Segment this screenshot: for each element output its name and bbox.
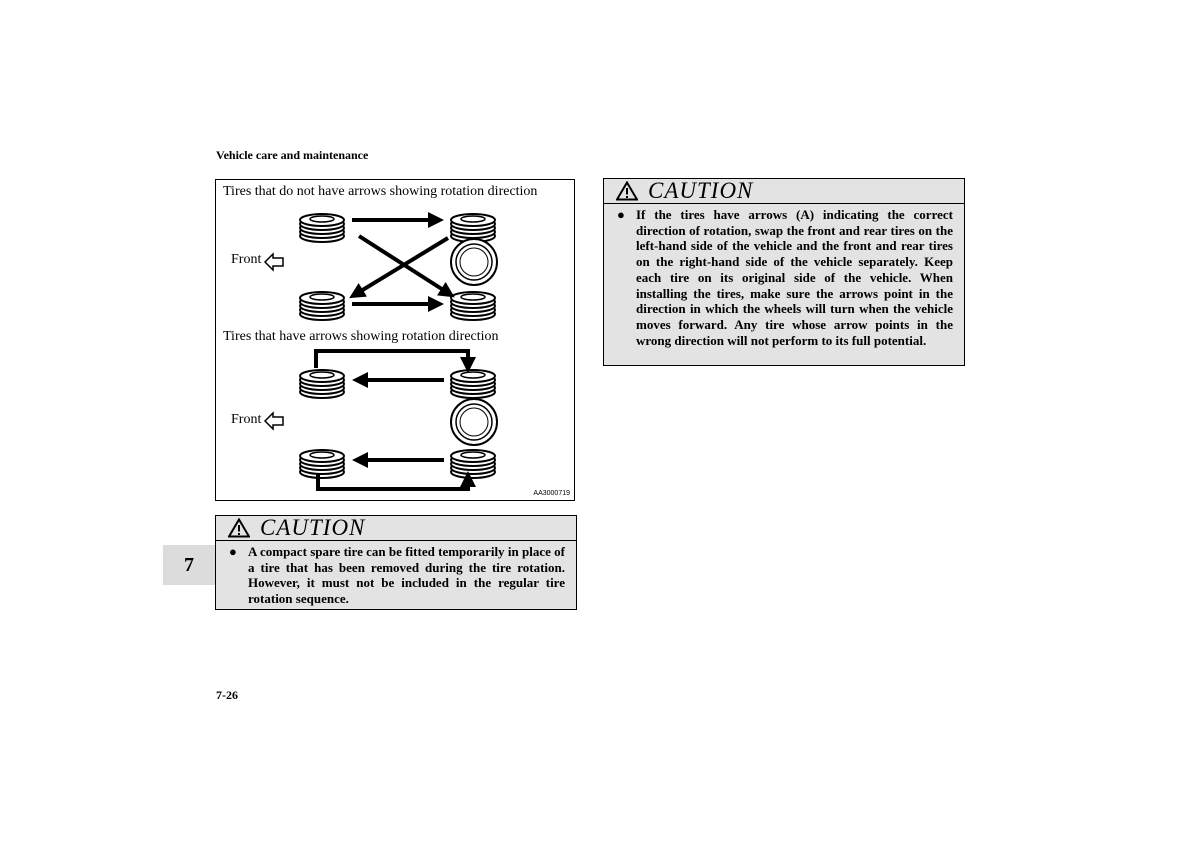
tire-icon (300, 370, 344, 398)
warning-triangle-icon (616, 181, 638, 201)
bullet-icon: ● (229, 544, 237, 559)
bullet-icon: ● (617, 207, 625, 222)
spare-tire-icon (451, 239, 497, 285)
tire-rotation-figure (215, 179, 575, 501)
front-arrow-icon (265, 413, 283, 429)
front-arrow-icon (265, 254, 283, 270)
caution-title: CAUTION (648, 178, 754, 203)
chapter-tab: 7 (163, 545, 215, 585)
caution-title: CAUTION (260, 515, 366, 540)
tire-icon (451, 450, 495, 478)
spare-tire-icon (451, 399, 497, 445)
caution-text: If the tires have arrows (A) indicating the correct direction of rotation, swap the front and rear tires on the left-hand side of the vehicle and the front and rear tires on the right-hand side of the vehicle separately. Keep each tire on its original side of the vehicle. When installing the tires, make sure the arrows point in the direction in which the wheels will turn when the vehicle moves forward. Any tire whose arrow points in the wrong direction will not perform to its full potential. (636, 207, 953, 348)
caution-text: A compact spare tire can be fitted temporarily in place of a tire that has been removed during the tire rotation. However, it must not be included in the regular tire rotation sequence. (248, 544, 565, 607)
tire-icon (451, 292, 495, 320)
front-label: Front (231, 252, 262, 267)
figure-caption-no-arrows: Tires that do not have arrows showing rotation direction (223, 184, 538, 199)
tire-icon (451, 214, 495, 242)
tire-icon (300, 450, 344, 478)
caution-box-spare-tire (215, 515, 577, 610)
figure-caption-with-arrows: Tires that have arrows showing rotation direction (223, 329, 499, 344)
figure-code: AA3000719 (533, 490, 570, 497)
front-label: Front (231, 412, 262, 427)
page-number: 7-26 (216, 688, 238, 702)
tire-icon (451, 370, 495, 398)
warning-triangle-icon (228, 518, 250, 538)
caution-box-rotation-arrows (603, 178, 965, 366)
caution-body (216, 541, 576, 607)
section-header: Vehicle care and maintenance (216, 148, 369, 162)
caution-header (216, 516, 576, 541)
tire-icon (300, 214, 344, 242)
tire-icon (300, 292, 344, 320)
caution-body (604, 204, 964, 348)
caution-header (604, 179, 964, 204)
